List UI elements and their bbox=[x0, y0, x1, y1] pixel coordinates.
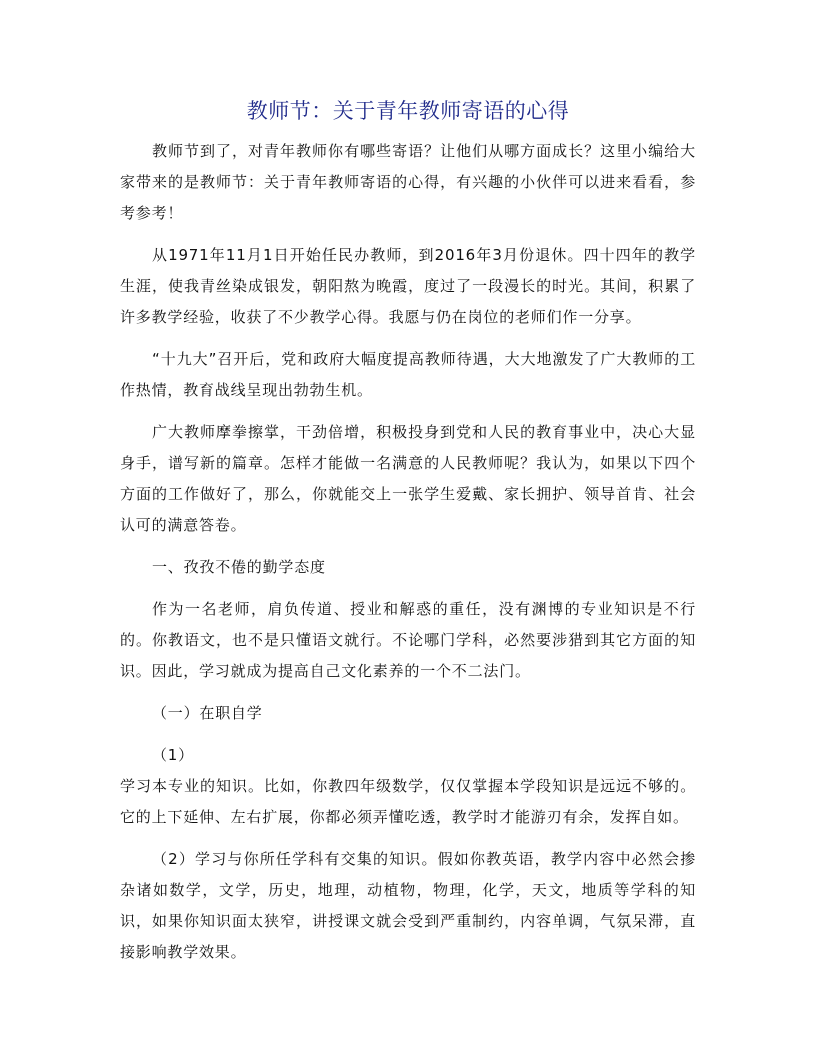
paragraph-intro: 教师节到了，对青年教师你有哪些寄语？让他们从哪方面成长？这里小编给大家带来的是教师节：关于青年教师寄语的心得，有兴趣的小伙伴可以进来看看，参考参考！ bbox=[120, 142, 696, 222]
list-marker-1: （1） bbox=[152, 746, 194, 764]
paragraph-congress: “十九大”召开后，党和政府大幅度提高教师待遇，大大地激发了广大教师的工作热情，教育战线呈现出勃勃生机。 bbox=[120, 350, 696, 399]
paragraph-learning: 作为一名老师，肩负传道、授业和解惑的重任，没有渊博的专业知识是不行的。你教语文，也不是只懂语文就行。不论哪门学科，必然要涉猎到其它方面的知识。因此，学习就成为提高自己文化素养的一个不二法门。 bbox=[120, 600, 696, 680]
subsection-heading-1: （一）在职自学 bbox=[152, 704, 263, 722]
document-title: 教师节：关于青年教师寄语的心得 bbox=[246, 99, 570, 123]
document-body bbox=[120, 136, 696, 968]
paragraph-item-2: （2）学习与你所任学科有交集的知识。假如你教英语，教学内容中必然会掺杂诸如数学，文学，历史，地理，动植物，物理，化学，天文，地质等学科的知识，如果你知识面太狭窄，讲授课文就会受到严重制约，内容单调，气氛呆滞，直接影响教学效果。 bbox=[120, 850, 696, 961]
paragraph-teachers: 广大教师摩拳擦掌，干劲倍增，积极投身到党和人民的教育事业中，决心大显身手，谱写新的篇章。怎样才能做一名满意的人民教师呢？我认为，如果以下四个方面的工作做好了，那么，你就能交上一张学生爱戴、家长拥护、领导首肯、社会认可的满意答卷。 bbox=[120, 423, 696, 534]
paragraph-item-1: 学习本专业的知识。比如，你教四年级数学，仅仅掌握本学段知识是远远不够的。它的上下延伸、左右扩展，你都必须弄懂吃透，教学时才能游刃有余，发挥自如。 bbox=[120, 777, 696, 826]
paragraph-career: 从1971年11月1日开始任民办教师，到2016年3月份退休。四十四年的教学生涯，使我青丝染成银发，朝阳熬为晚霞，度过了一段漫长的时光。其间，积累了许多教学经验，收获了不少教学心得。我愿与仍在岗位的老师们作一分享。 bbox=[120, 246, 696, 326]
section-heading-1: 一、孜孜不倦的勤学态度 bbox=[152, 558, 326, 576]
